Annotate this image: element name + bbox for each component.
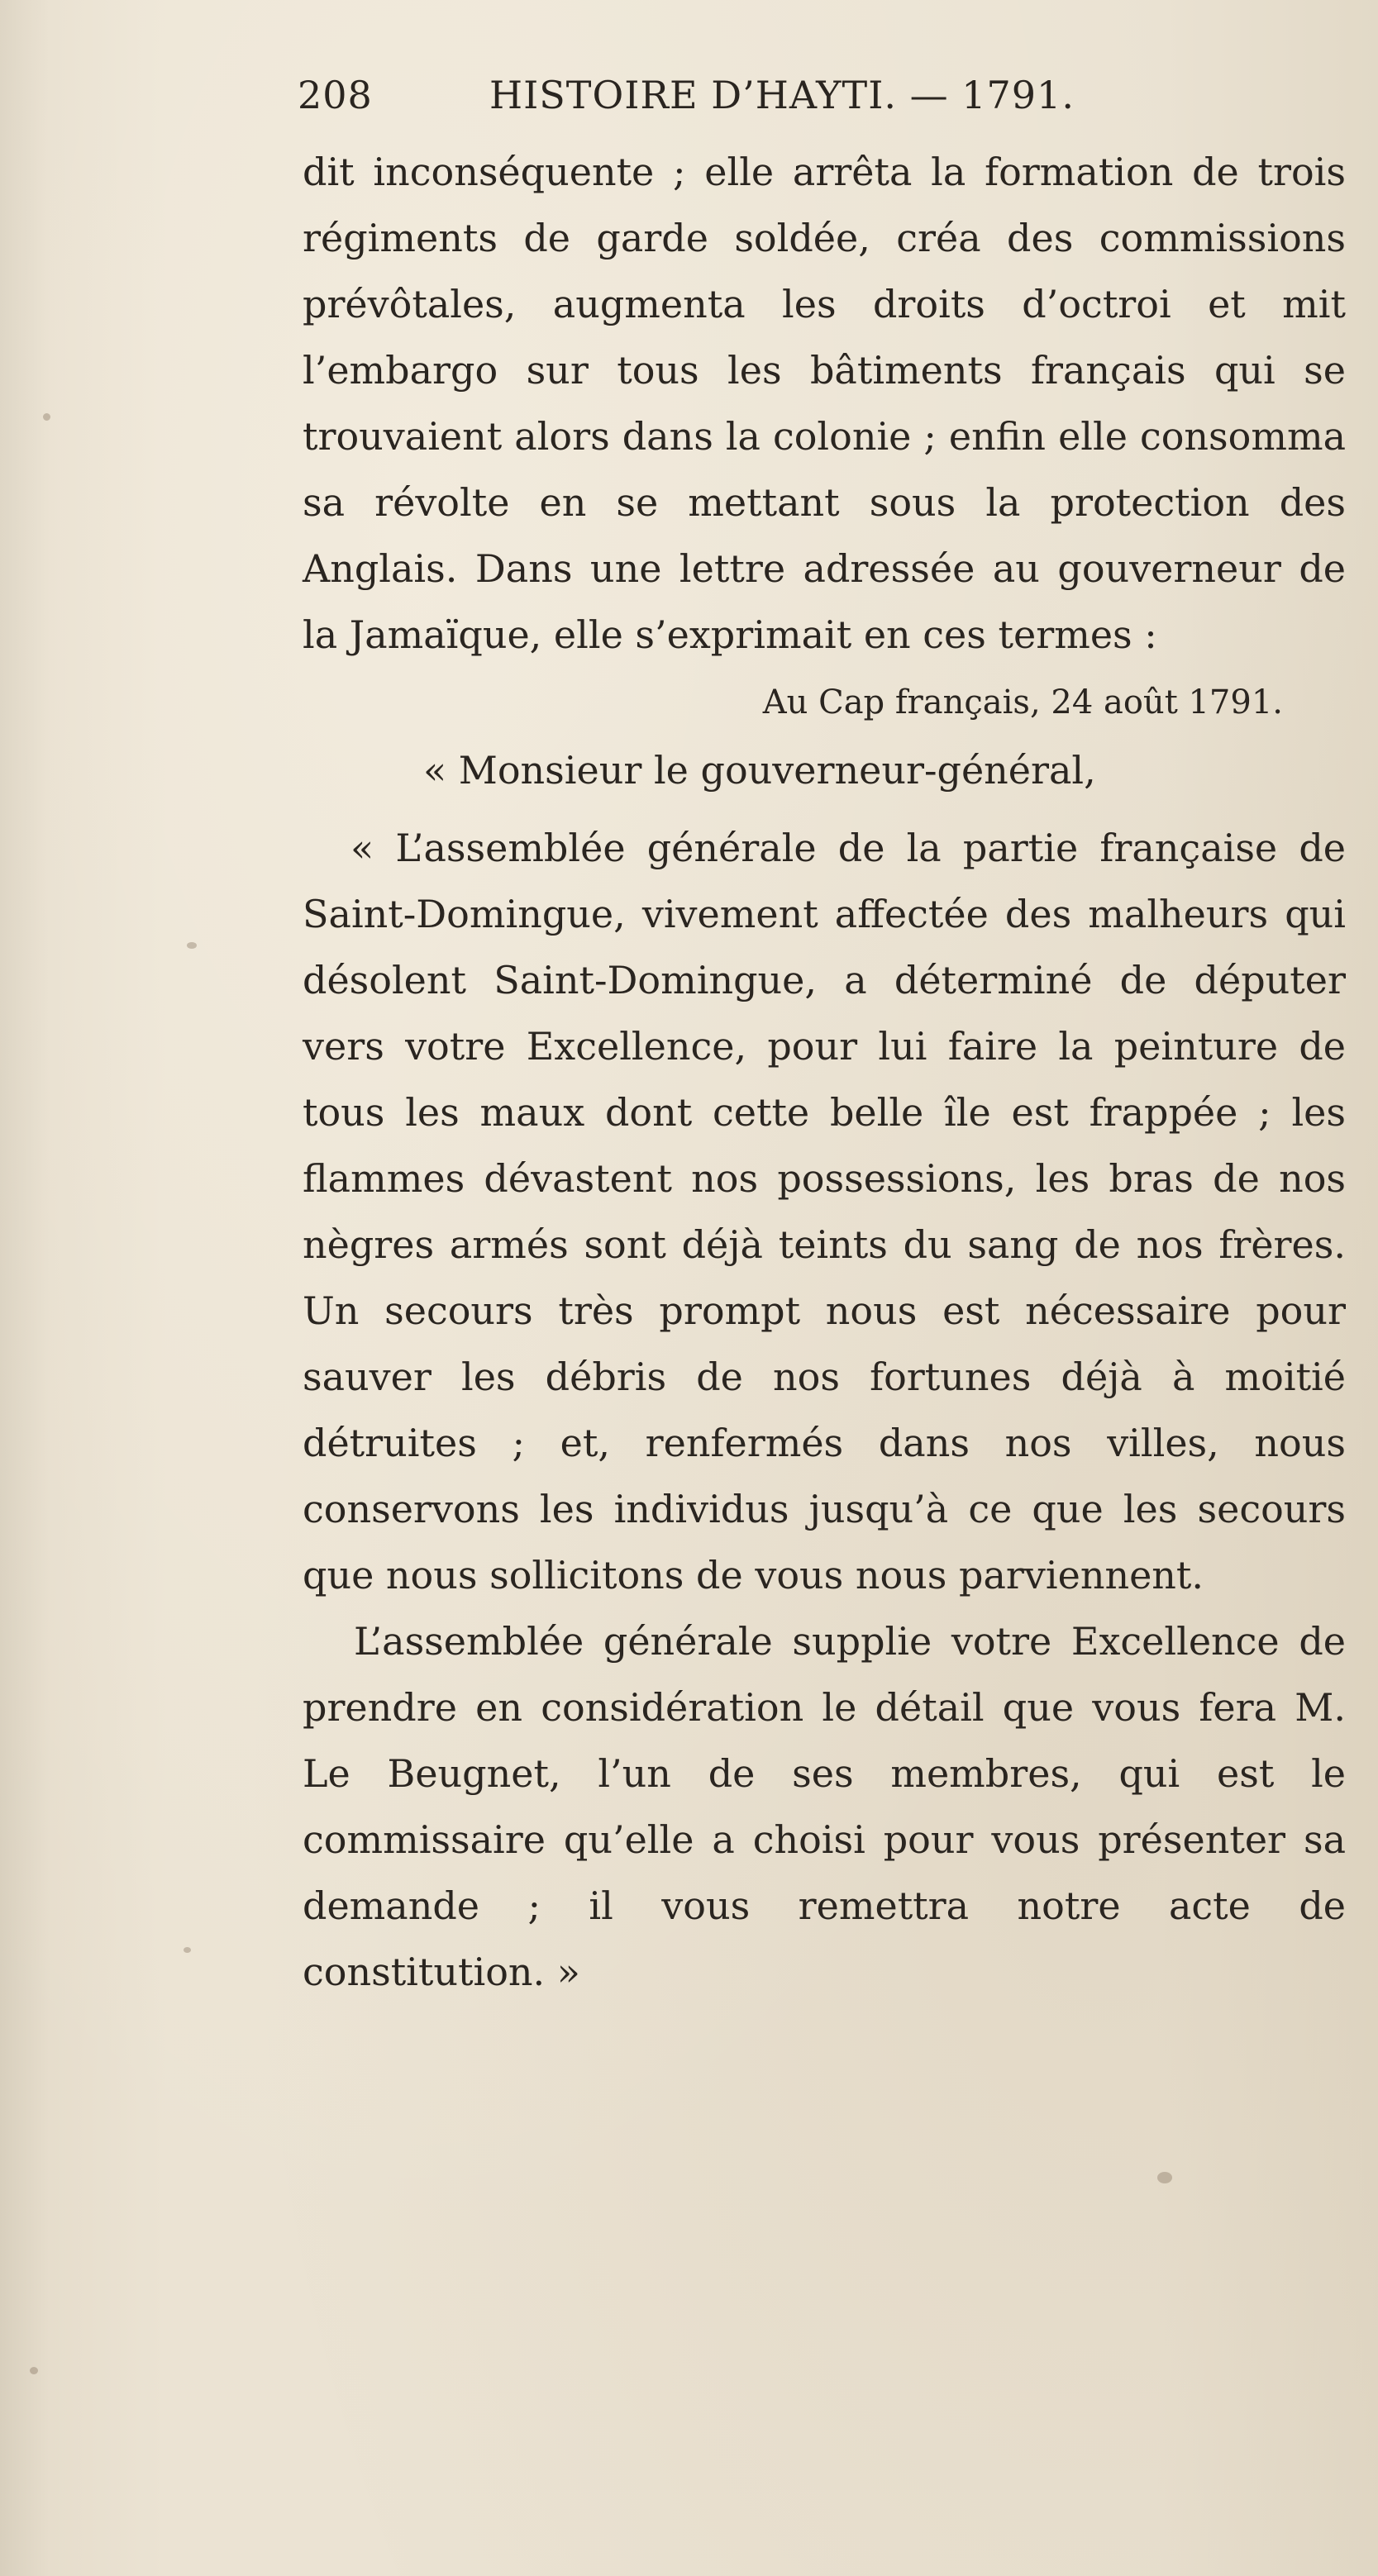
running-title: HISTOIRE D’HAYTI. — 1791. [489, 73, 1075, 117]
paragraph-1: dit inconséquente ; elle arrêta la formation de trois régiments de garde soldée, créa des commissions prévôtales, augmenta les droits d’octroi et mit l’embargo sur tous les bâtiments français qui se trouvaient alors dans la colonie ; enfin elle consomma sa révolte en se mettant sous la protection des Anglais. Dans une lettre adressée au gouverneur de la Jamaïque, elle s’exprimait en ces termes : [303, 150, 1346, 657]
paper-spot [187, 942, 197, 949]
page-number: 208 [298, 73, 373, 117]
running-head [298, 73, 1190, 131]
body-text [303, 139, 1346, 2005]
paper-spot [184, 1947, 191, 1953]
letter-salutation: « Monsieur le gouverneur-général, [423, 748, 1096, 793]
paper-spot [1157, 2172, 1172, 2183]
paragraph-3: L’assemblée générale supplie votre Excellence de prendre en considération le détail que vous fera M. Le Beugnet, l’un de ses membres, qui est le commissaire qu’elle a choisi pour vous présenter sa demande ; il vous remettra notre acte de constitution. » [303, 1619, 1346, 1994]
paper-spot [30, 2367, 38, 2374]
letter-dateline: Au Cap français, 24 août 1791. [762, 683, 1283, 721]
paragraph-2: « L’assemblée générale de la partie française de Saint-Domingue, vivement affectée des malheurs qui désolent Saint-Domingue, a déterminé de députer vers votre Excellence, pour lui faire la peinture de tous les maux dont cette belle île est frappée ; les flammes dévastent nos possessions, les bras de nos nègres armés sont déjà teints du sang de nos frères. Un secours très prompt nous est nécessaire pour sauver les débris de nos fortunes déjà à moitié détruites ; et, renfermés dans nos villes, nous conservons les individus jusqu’à ce que les secours que nous sollicitons de vous nous parviennent. [303, 826, 1346, 1598]
paper-spot [43, 413, 50, 421]
